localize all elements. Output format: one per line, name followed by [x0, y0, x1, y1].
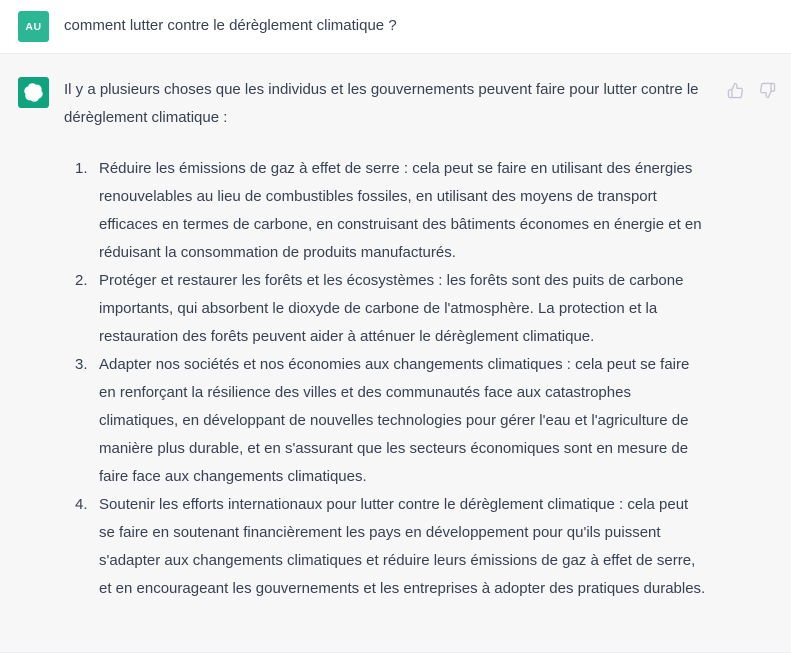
- list-item: Adapter nos sociétés et nos économies aux changements climatiques : cela peut se faire en renforçant la résilience des villes et des communautés face aux catastrophes climatiques, en développant de nouvelles technologies pour gérer l'eau et l'agriculture de manière plus durable, et en s'assurant que les secteurs économiques sont en mesure de faire face aux changements climatiques.: [99, 356, 690, 485]
- assistant-message-text: [64, 76, 707, 628]
- list-spacer: [64, 136, 707, 155]
- thumbs-up-icon: [727, 82, 744, 99]
- list-item: Réduire les émissions de gaz à effet de serre : cela peut se faire en utilisant des énergies renouvelables au lieu de combustibles fossiles, en utilisant des moyens de transport efficaces en termes de carbone, en construisant des bâtiments économes en énergie et en réduisant la consommation de produits manufacturés.: [99, 160, 702, 261]
- list-item: Protéger et restaurer les forêts et les écosystèmes : les forêts sont des puits de carbone importants, qui absorbent le dioxyde de carbone de l'atmosphère. La protection et la restauration des forêts peuvent aider à atténuer le dérèglement climatique.: [99, 272, 684, 345]
- assistant-avatar-column: [0, 76, 64, 628]
- user-avatar-column: [0, 10, 64, 42]
- assistant-message-content: [64, 76, 791, 628]
- thumbs-down-button[interactable]: [757, 80, 777, 100]
- list-item: Soutenir les efforts internationaux pour lutter contre le dérèglement climatique : cela peut se faire en soutenant financièrement les pays en développement pour qu'ils puissent s'adapter aux changements climatiques et réduire leurs émissions de gaz à effet de serre, et en encourageant les gouvernements et les entreprises à adopter des pratiques durables.: [99, 496, 706, 597]
- avatar: [18, 11, 49, 42]
- assistant-message-row: [0, 54, 791, 653]
- openai-logo-icon: [24, 83, 43, 102]
- user-message-content: [64, 10, 791, 42]
- user-message-text: comment lutter contre le dérèglement climatique ?: [64, 17, 397, 34]
- user-initials: AU: [25, 20, 42, 33]
- thumbs-down-icon: [759, 82, 776, 99]
- user-message-row: [0, 0, 791, 54]
- assistant-answer-list: [64, 155, 707, 603]
- avatar: [18, 77, 49, 108]
- thumbs-up-button[interactable]: [725, 80, 745, 100]
- assistant-intro-paragraph: Il y a plusieurs choses que les individus et les gouvernements peuvent faire pour lutter contre le dérèglement climatique :: [64, 81, 699, 126]
- message-actions: [707, 76, 777, 628]
